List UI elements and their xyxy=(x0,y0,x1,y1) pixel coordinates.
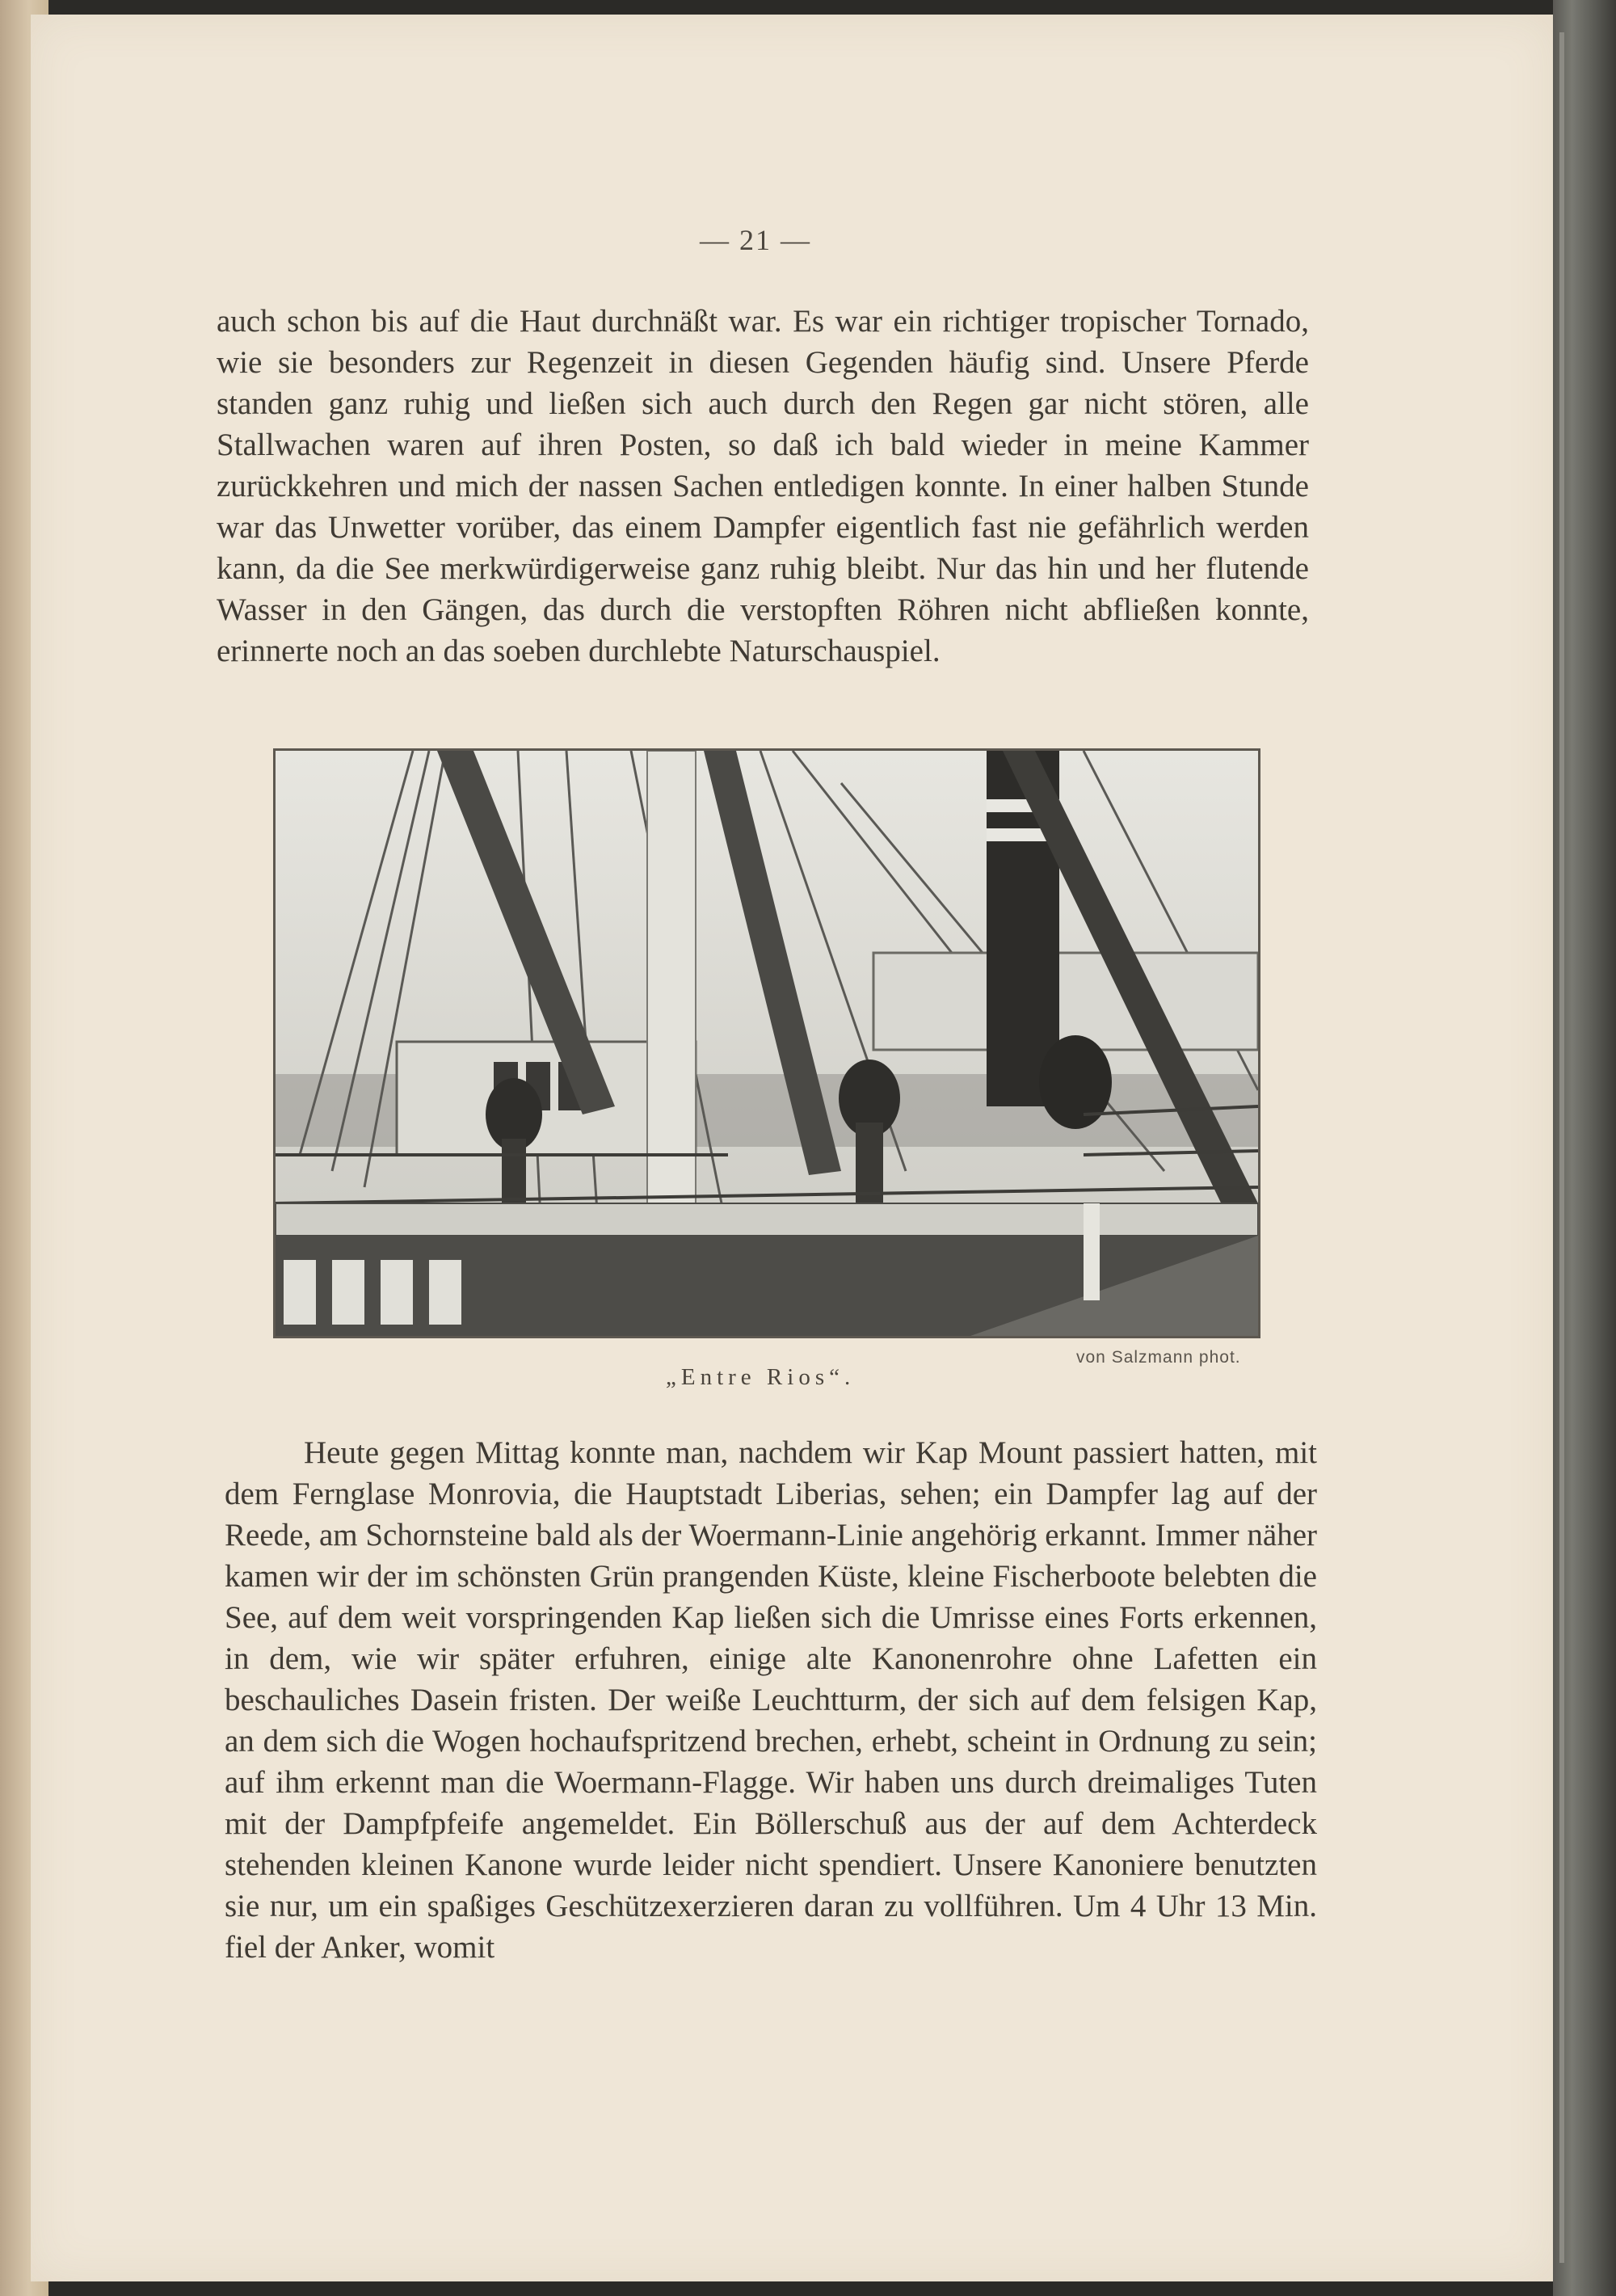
far-deckhouse xyxy=(873,953,1258,1050)
ship-deck-illustration xyxy=(276,751,1258,1336)
book-binding xyxy=(1553,0,1616,2296)
ship-deck-photo xyxy=(273,748,1260,1338)
paragraph-2: Heute gegen Mittag konnte man, nachdem wir Kap Mount passiert hatten, mit dem Fernglase Monrovia, die Hauptstadt Liberias, sehen; ein Dampfer lag auf der Reede, am Schornsteine bald als der Woermann-Linie angehörig erkannt. Immer näher kamen wir der im schönsten Grün prangenden Küste, kleine Fischerboote belebten die See, auf dem weit vorspringenden Kap ließen sich die Umrisse eines Forts erkennen, in dem, wie wir später erfuhren, einige alte Kanonenrohre ohne Lafetten ein beschauliches Dasein fristen. Der weiße Leuchtturm, der sich auf dem felsigen Kap, an dem sich die Wogen hochaufspritzend brechen, erhebt, scheint in Ordnung zu sein; auf ihm erkennt man die Woermann-Flagge. Wir haben uns durch dreimaliges Tuten mit der Dampfpfeife angemeldet. Ein Böllerschuß aus der auf dem Achterdeck stehenden kleinen Kanone wurde leider nicht spendiert. Unsere Kanoniere benutzten sie nur, um ein spaßiges Geschützexerzieren daran zu vollführen. Um 4 Uhr 13 Min. fiel der Anker, womit xyxy=(225,1435,1317,1965)
white-post xyxy=(1084,1203,1100,1300)
page-number-value: 21 xyxy=(739,224,772,256)
photo-caption: „Entre Rios“. xyxy=(666,1364,856,1390)
paragraph-1: auch schon bis auf die Haut durchnäßt war. Es war ein richtiger tropischer Tornado, wie sie besonders zur Regenzeit in diesen Gegenden häufig sind. Unsere Pferde standen ganz ruhig und ließen sich auch durch den Regen gar nicht stören, alle Stallwachen waren auf ihren Posten, so daß ich bald wieder in meine Kammer zurückkehren und mich der nassen Sachen entledigen konnte. In einer halben Stunde war das Unwetter vorüber, das einem Dampfer eigentlich fast nie gefährlich werden kann, da die See merkwürdigerweise ganz ruhig bleibt. Nur das hin und her flutende Wasser in den Gängen, das durch die verstopften Röhren nicht abfließen konnte, erinnerte noch an das soeben durchlebte Naturschauspiel. xyxy=(217,304,1309,668)
page-number: — 21 — xyxy=(700,224,811,256)
deck-rail xyxy=(276,1203,1258,1236)
photo-credit: von Salzmann phot. xyxy=(1076,1348,1241,1367)
